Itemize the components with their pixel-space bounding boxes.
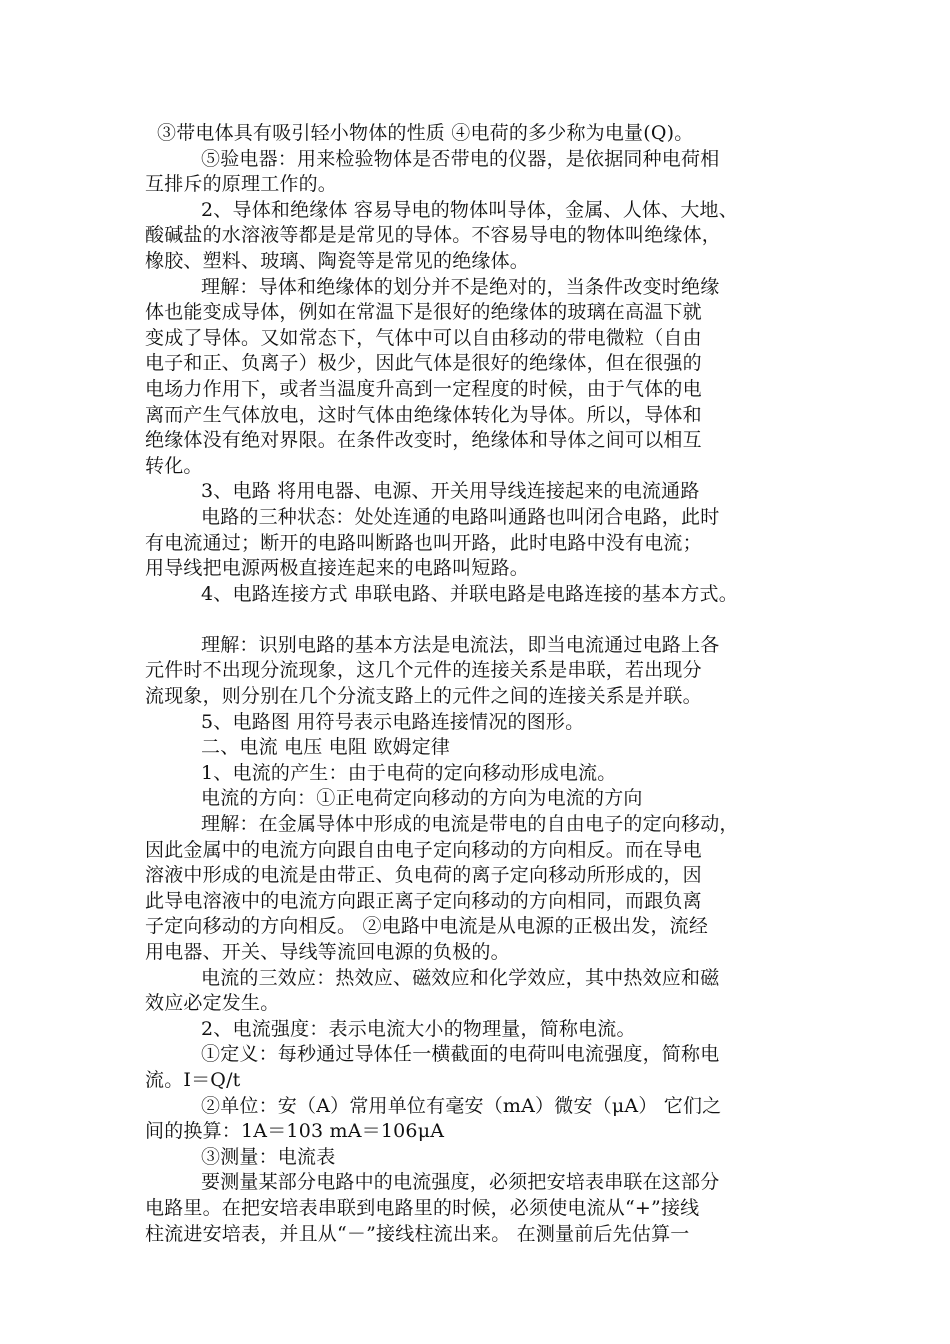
- text-line: 电路的三种状态：处处连通的电路叫通路也叫闭合电路，此时: [201, 505, 720, 528]
- text-line: 此导电溶液中的电流方向跟正离子定向移动的方向相同，而跟负离: [145, 889, 702, 912]
- text-line: 互排斥的原理工作的。: [145, 173, 338, 196]
- text-line: 理解：在金属导体中形成的电流是带电的自由电子的定向移动，: [201, 813, 739, 836]
- text-line: ⑤验电器：用来检验物体是否带电的仪器，是依据同种电荷相: [201, 147, 720, 170]
- text-line: 体也能变成导体，例如在常温下是很好的绝缘体的玻璃在高温下就: [145, 301, 702, 324]
- text-line: 流现象，则分别在几个分流支路上的元件之间的连接关系是并联。: [145, 685, 702, 708]
- text-line: 有电流通过；断开的电路叫断路也叫开路，此时电路中没有电流；: [145, 531, 702, 554]
- document-body: [145, 121, 835, 1247]
- section-heading: 二、电流 电压 电阻 欧姆定律: [201, 736, 451, 759]
- text-line: 电场力作用下，或者当温度升高到一定程度的时候，由于气体的电: [145, 377, 702, 400]
- text-line: 要测量某部分电路中的电流强度，必须把安培表串联在这部分: [201, 1171, 720, 1194]
- text-line: 柱流进安培表，并且从“－”接线柱流出来。 在测量前后先估算一: [145, 1222, 690, 1245]
- text-line: 用导线把电源两极直接连起来的电路叫短路。: [145, 557, 530, 580]
- text-line: 5、电路图 用符号表示电路连接情况的图形。: [201, 710, 585, 733]
- text-line: 离而产生气体放电，这时气体由绝缘体转化为导体。所以，导体和: [145, 403, 702, 426]
- text-line: 3、电路 将用电器、电源、开关用导线连接起来的电流通路: [201, 480, 700, 503]
- text-line: 电流的三效应：热效应、磁效应和化学效应，其中热效应和磁: [201, 966, 720, 989]
- text-line: 电流的方向：①正电荷定向移动的方向为电流的方向: [201, 787, 643, 810]
- text-line: 酸碱盐的水溶液等都是是常见的导体。不容易导电的物体叫绝缘体，: [145, 224, 722, 247]
- text-line: ③测量：电流表: [201, 1145, 336, 1168]
- text-line: 2、导体和绝缘体 容易导电的物体叫导体，金属、人体、大地、: [201, 198, 738, 221]
- text-line: ②单位：安（A）常用单位有毫安（mA）微安（μA） 它们之: [201, 1094, 722, 1117]
- text-line: 元件时不出现分流现象，这几个元件的连接关系是串联，若出现分: [145, 659, 702, 682]
- text-line: 4、电路连接方式 串联电路、并联电路是电路连接的基本方式。: [201, 582, 738, 605]
- text-line: 2、电流强度：表示电流大小的物理量，简称电流。: [201, 1017, 636, 1040]
- text-line: 绝缘体没有绝对界限。在条件改变时，绝缘体和导体之间可以相互: [145, 429, 702, 452]
- text-line: 电路里。在把安培表串联到电路里的时候，必须使电流从“+”接线: [145, 1196, 700, 1219]
- text-line: 理解：识别电路的基本方法是电流法，即当电流通过电路上各: [201, 633, 720, 656]
- text-line: 效应必定发生。: [145, 992, 280, 1015]
- text-line: 子定向移动的方向相反。 ②电路中电流是从电源的正极出发，流经: [145, 915, 709, 938]
- text-line: 1、电流的产生：由于电荷的定向移动形成电流。: [201, 761, 617, 784]
- text-line: 电子和正、负离子）极少，因此气体是很好的绝缘体，但在很强的: [145, 352, 702, 375]
- text-line: ③带电体具有吸引轻小物体的性质 ④电荷的多少称为电量(Q)。: [157, 122, 694, 144]
- text-line: 橡胶、塑料、玻璃、陶瓷等是常见的绝缘体。: [145, 249, 530, 272]
- text-line: 溶液中形成的电流是由带正、负电荷的离子定向移动所形成的，因: [145, 864, 702, 887]
- text-line: 变成了导体。又如常态下，气体中可以自由移动的带电微粒（自由: [145, 326, 702, 349]
- text-line: 因此金属中的电流方向跟自由电子定向移动的方向相反。而在导电: [145, 838, 702, 861]
- text-line: 流。I＝Q/t: [145, 1068, 241, 1091]
- text-line: 间的换算：1A＝103 mA＝106μA: [145, 1120, 445, 1143]
- text-line: 用电器、开关、导线等流回电源的负极的。: [145, 941, 510, 963]
- blank-line: [145, 607, 835, 633]
- text-line: 转化。: [145, 454, 203, 477]
- text-line: ①定义：每秒通过导体任一横截面的电荷叫电流强度，简称电: [201, 1043, 720, 1066]
- text-line: 理解：导体和绝缘体的划分并不是绝对的，当条件改变时绝缘: [201, 275, 720, 298]
